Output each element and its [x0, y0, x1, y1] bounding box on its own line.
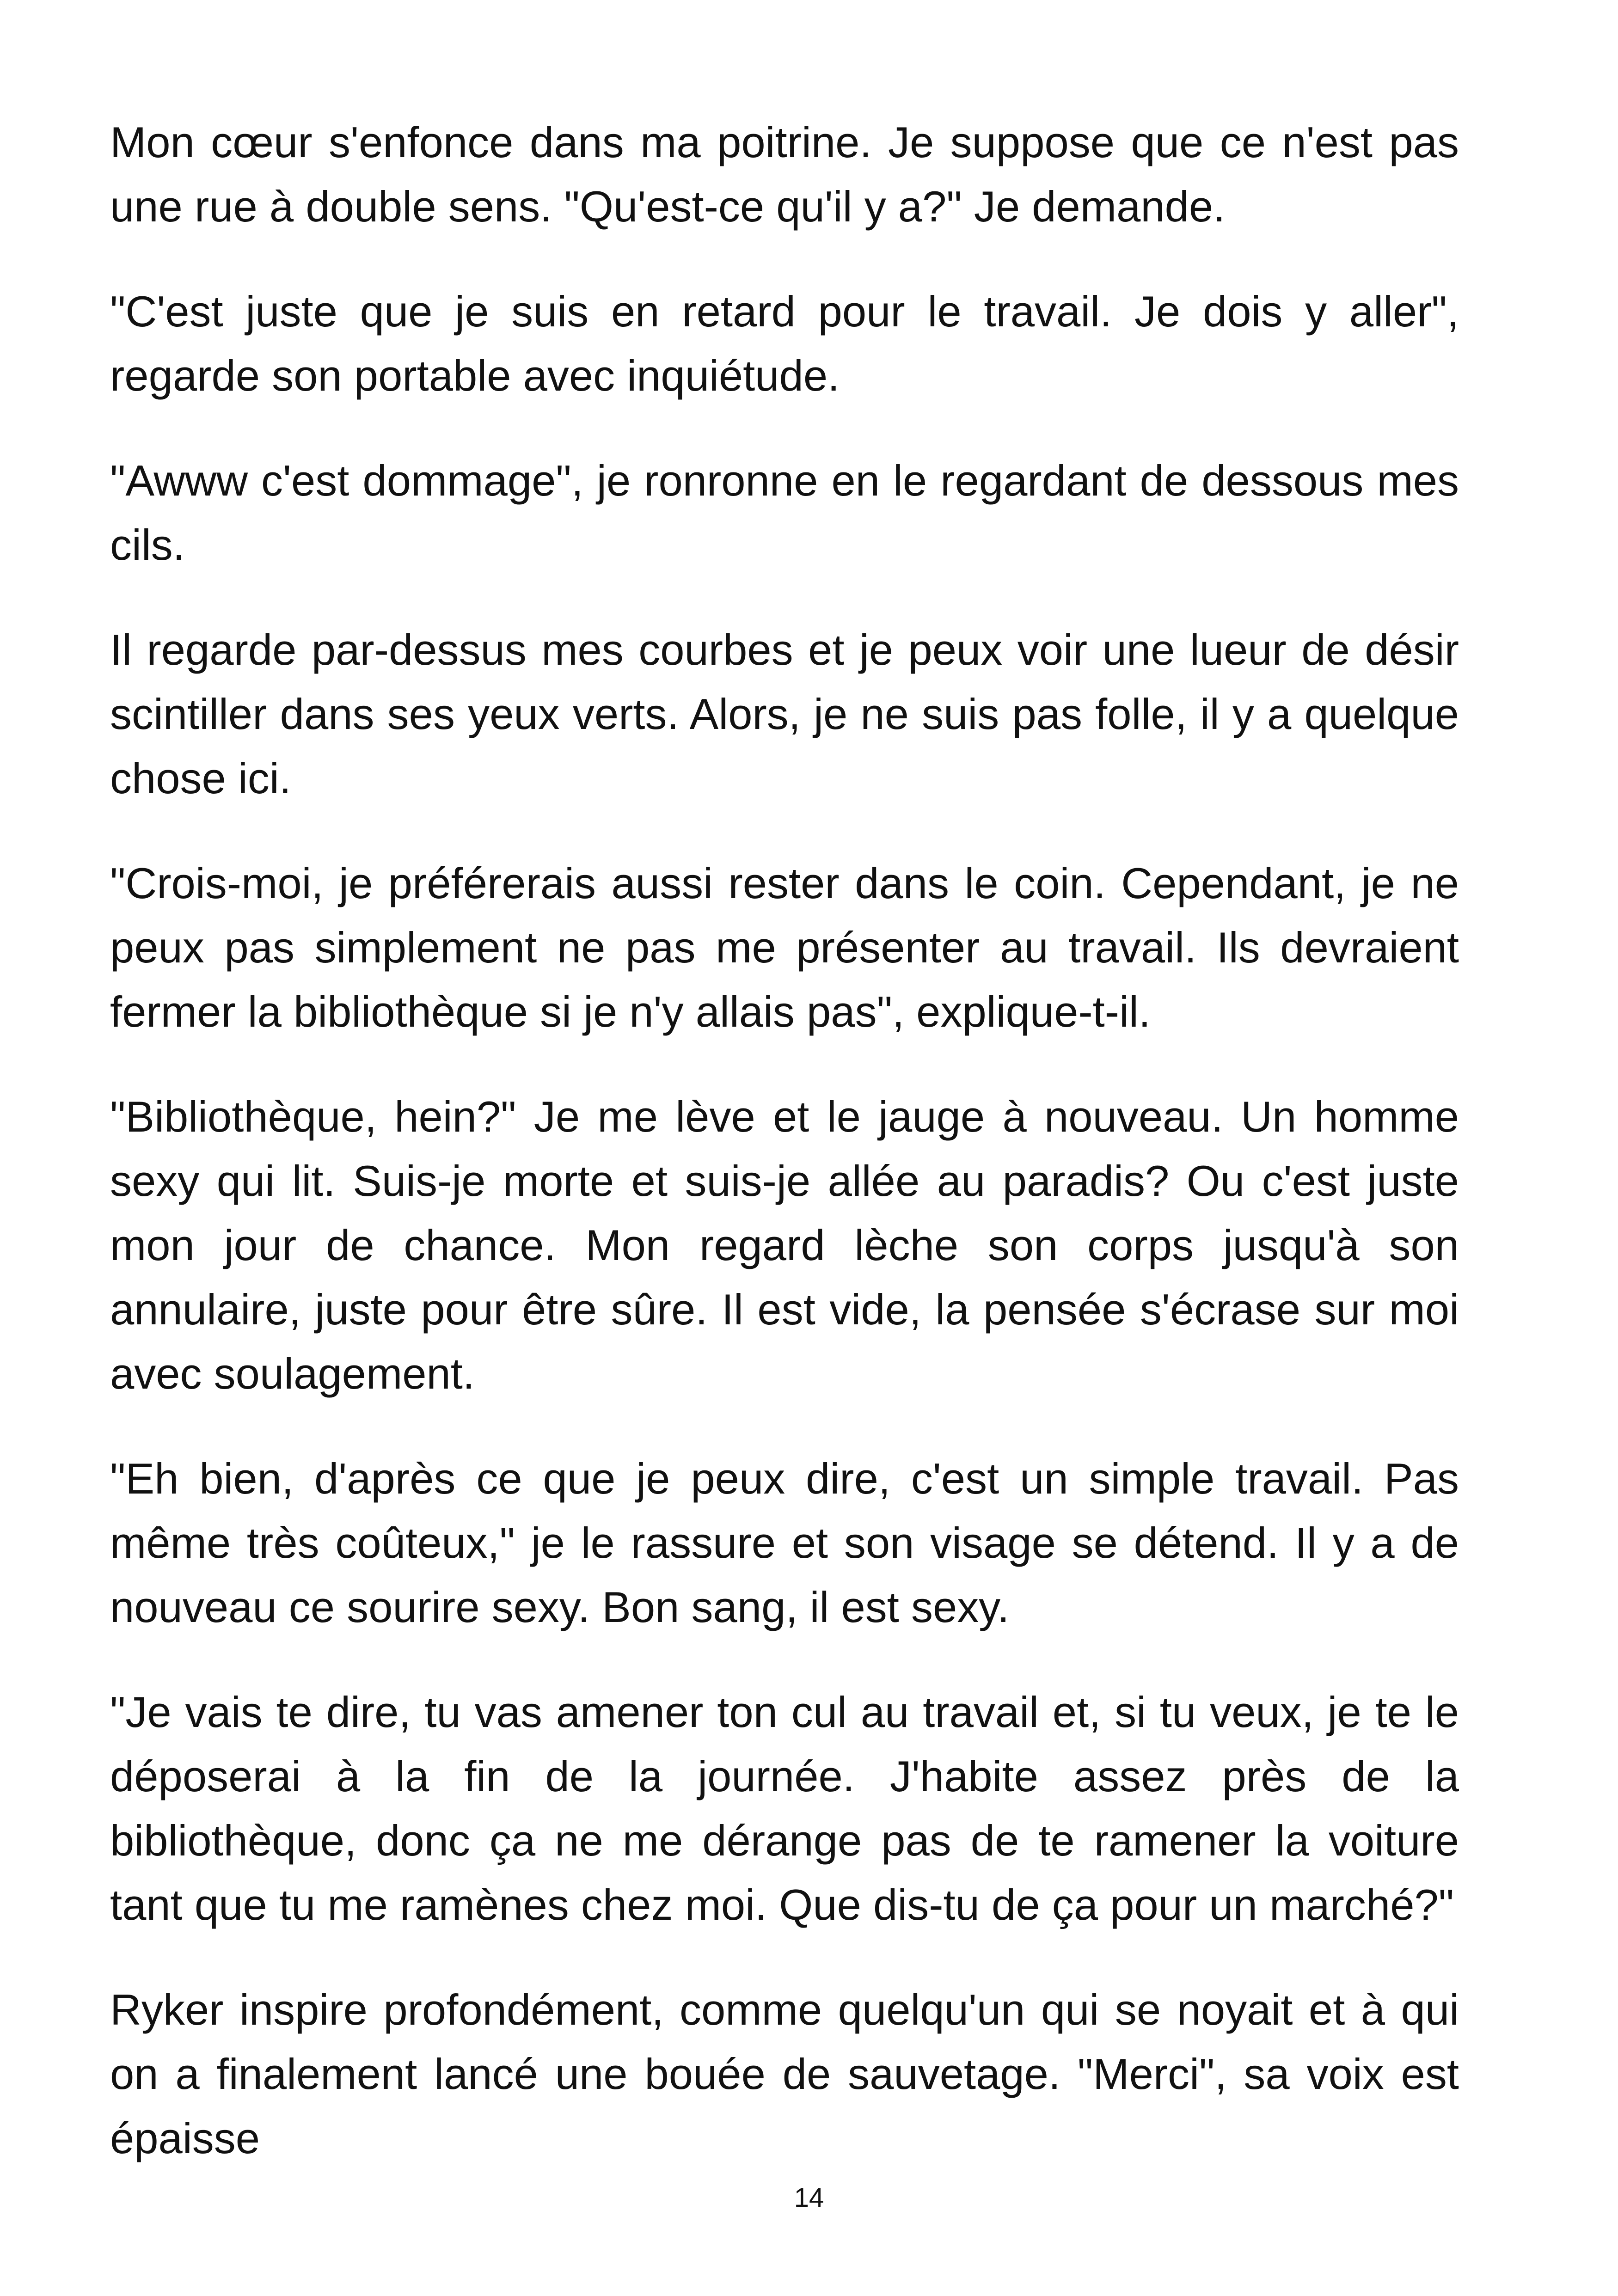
- paragraph: Il regarde par-dessus mes courbes et je peux voir une lueur de désir scintiller dans ses yeux verts. Alors, je ne suis pas folle, il y a quelque chose ici.: [110, 625, 1459, 802]
- paragraph: "Awww c'est dommage", je ronronne en le regardant de dessous mes cils.: [110, 456, 1459, 569]
- paragraph: "C'est juste que je suis en retard pour le travail. Je dois y aller", regarde son portable avec inquiétude.: [110, 287, 1459, 400]
- paragraph: Ryker inspire profondément, comme quelqu'un qui se noyait et à qui on a finalement lancé une bouée de sauvetage. "Merci", sa voix est épaisse: [110, 1985, 1459, 2162]
- paragraph: "Bibliothèque, hein?" Je me lève et le jauge à nouveau. Un homme sexy qui lit. Suis-je morte et suis-je allée au paradis? Ou c'est juste mon jour de chance. Mon regard lèche son corps jusqu'à son annulaire, juste pour être sûre. Il est vide, la pensée s'écrase sur moi avec soulagement.: [110, 1092, 1459, 1398]
- page-number: 14: [794, 2183, 824, 2213]
- paragraph: "Je vais te dire, tu vas amener ton cul au travail et, si tu veux, je te le déposerai à la fin de la journée. J'habite assez près de la bibliothèque, donc ça ne me dérange pas de te ramener la voiture tant que tu me ramènes chez moi. Que dis-tu de ça pour un marché?": [110, 1688, 1459, 1929]
- body-text: [110, 110, 1459, 2211]
- paragraph: Mon cœur s'enfonce dans ma poitrine. Je suppose que ce n'est pas une rue à double sens. "Qu'est-ce qu'il y a?" Je demande.: [110, 118, 1459, 231]
- paragraph: "Eh bien, d'après ce que je peux dire, c'est un simple travail. Pas même très coûteux," je le rassure et son visage se détend. Il y a de nouveau ce sourire sexy. Bon sang, il est sexy.: [110, 1454, 1459, 1631]
- paragraph: "Crois-moi, je préférerais aussi rester dans le coin. Cependant, je ne peux pas simplement ne pas me présenter au travail. Ils devraient fermer la bibliothèque si je n'y allais pas", explique-t-il.: [110, 859, 1459, 1036]
